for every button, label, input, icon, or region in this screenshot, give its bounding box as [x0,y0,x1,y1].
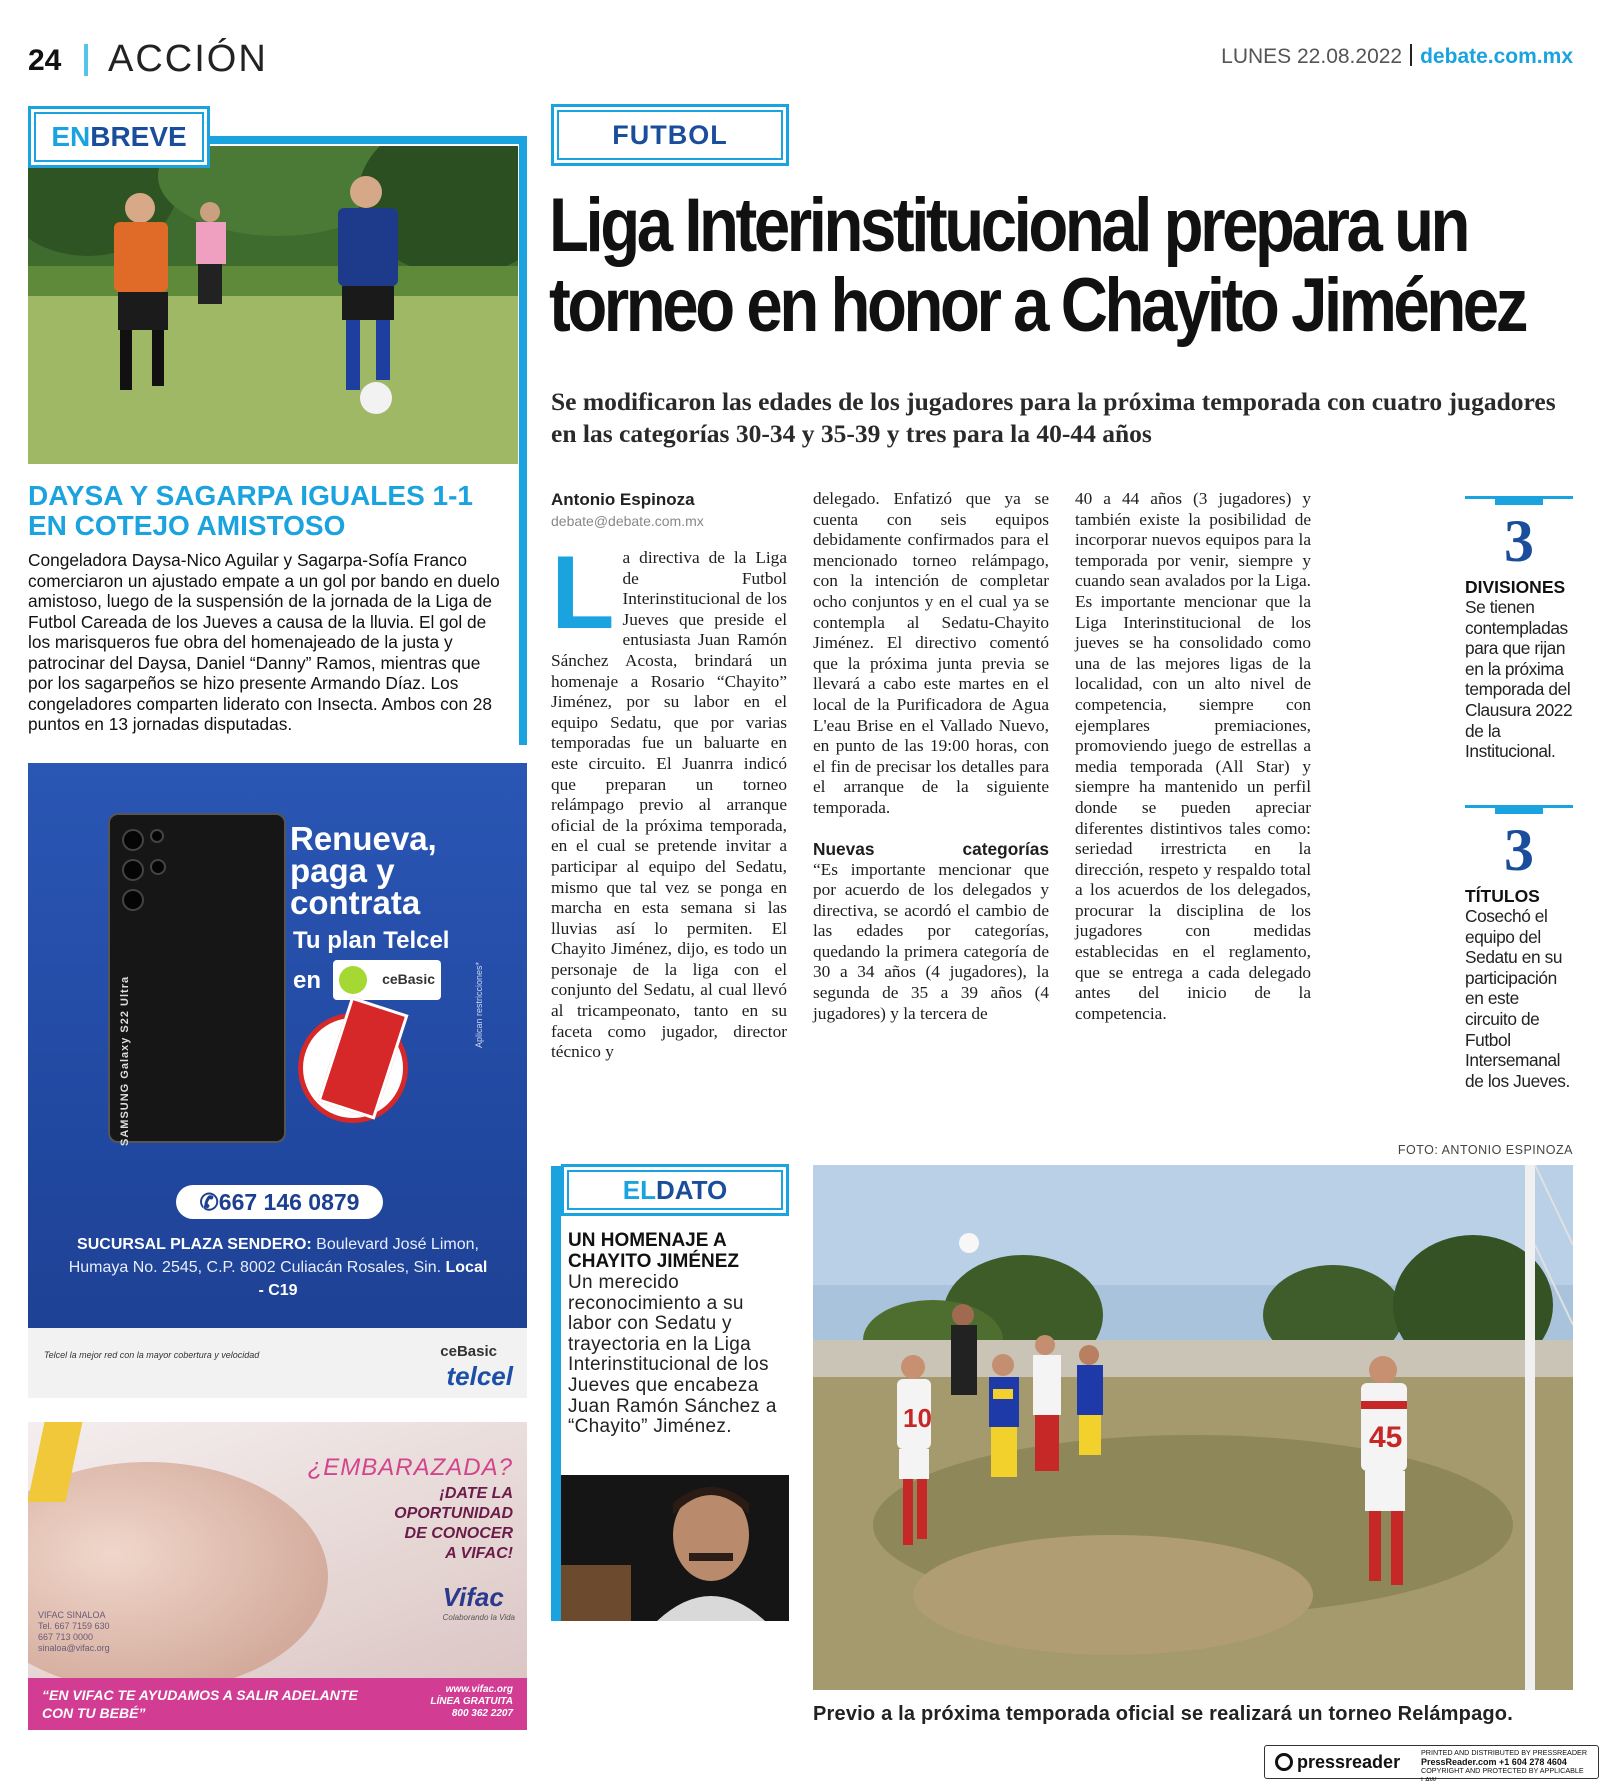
story-column-1 [551,535,787,1063]
pressreader-logo [1275,1752,1400,1773]
cebasic-small-logo: ceBasic [440,1343,497,1360]
fact-titles [1465,805,1573,1091]
fact-label: DIVISIONES [1465,577,1566,597]
headline-line: torneo en honor a Chayito Jiménez [549,263,1525,348]
enbreve-label-en: EN [51,121,91,152]
branch-label: SUCURSAL PLAZA SENDERO: [77,1236,312,1253]
headline-line: Liga Interinstitucional prepara un [549,183,1468,268]
cebasic-name: ceBasic [382,971,435,987]
vifac-question: ¿EMBARAZADA? [307,1454,513,1481]
vifac-logo [443,1582,515,1622]
match-photo [813,1165,1573,1690]
telcel-headline-line: contrata [290,884,421,921]
camera-lens-icon [122,859,144,881]
telcel-headline-line: Renueva, [290,820,437,857]
telcel-ad-footer [28,1328,527,1398]
camera-lens-icon [122,889,144,911]
author-email[interactable]: debate@debate.com.mx [551,513,704,529]
eldato-frame-bar [551,1400,561,1621]
vifac-contact-line: Tel. 667 7159 630 [38,1621,110,1631]
pressreader-icon [1275,1753,1293,1771]
eldato-label-dato: DATO [655,1175,728,1205]
eldato-title: UN HOMENAJE A CHAYITO JIMÉNEZ [568,1230,740,1272]
fact-divisions [1465,496,1573,762]
vifac-slogan: “EN VIFAC TE AYUDAMOS A SALIR ADELANTE CON TU BEBÉ” [42,1687,358,1721]
telcel-slogan: Telcel la mejor red con la mayor cobertura y velocidad [44,1350,260,1360]
vifac-web[interactable]: www.vifac.org [445,1684,513,1695]
vifac-hotline[interactable]: 800 362 2207 [451,1708,513,1719]
vifac-hotline-label: LÍNEA GRATUITA [430,1696,513,1707]
pressreader-fine-print [1421,1749,1597,1781]
telcel-phone-number[interactable]: ✆667 146 0879 [176,1185,383,1219]
camera-lens-icon [150,859,166,875]
section-title: ACCIÓN [108,38,268,80]
vifac-contact-line: VIFAC SINALOA [38,1610,106,1620]
cebasic-logo [333,960,441,1000]
telcel-headline [290,820,437,921]
fact-rule [1465,805,1573,808]
site-link[interactable]: debate.com.mx [1420,45,1573,68]
pressreader-badge[interactable] [1264,1745,1599,1779]
pressreader-line: PRINTED AND DISTRIBUTED BY PRESSREADER [1421,1748,1588,1757]
story-headline [549,183,1525,348]
eldato-label [561,1164,789,1216]
author-byline: Antonio Espinoza [551,490,695,509]
vifac-advertisement[interactable] [28,1422,527,1730]
vifac-brand: Vifac [442,1582,504,1612]
jersey-number-10: 10 [903,1403,932,1433]
vifac-message-line: DE CONOCER [404,1525,513,1542]
fact-number: 3 [1504,817,1534,883]
drop-cap: L [551,535,615,651]
eldato-label-el: EL [622,1175,656,1205]
telcel-en-text: en [293,967,322,994]
cebasic-mascot-icon [339,966,367,994]
vifac-contact-line: sinaloa@vifac.org [38,1643,110,1653]
phone-model-text: SAMSUNG Galaxy S22 Ultra [119,975,131,1146]
brief-headline: DAYSA Y SAGARPA IGUALES 1-1 EN COTEJO AMISTOSO [28,480,474,541]
story-deck: Se modificaron las edades de los jugadores para la próxima temporada con cuatro jugadores en las categorías 30-34 y 35-39 y tres para la 40-44 años [551,387,1556,448]
vifac-message-line: ¡DATE LA [439,1485,513,1502]
issue-date: LUNES 22.08.2022 [1221,45,1403,68]
vifac-contact-right [430,1684,513,1720]
photo-caption: Previo a la próxima temporada oficial se realizará un torneo Relámpago. [813,1703,1513,1725]
header-dateline [1221,44,1573,69]
enbreve-label [28,106,210,168]
header-divider [84,44,88,76]
pressreader-line: COPYRIGHT AND PROTECTED BY APPLICABLE LAW [1421,1766,1584,1781]
pressreader-contact: PressReader.com +1 604 278 4604 [1421,1756,1567,1767]
telcel-phone-digits: 667 146 0879 [218,1189,360,1215]
subhead-nuevas-categorias: Nuevas categorías [813,838,1049,859]
eldato-body: Un merecido reconocimiento a su labor con Sedatu y trayectoria en la Liga Interinstitucional de los Jueves que encabeza Juan Ramón Sánchez a “Chayito” Jiménez. [568,1272,777,1438]
column-1-text: a directiva de la Liga de Futbol Interinstitucional de los Jueves que preside el entusiasta Juan Ramón Sánchez Acosta, brindará un homenaje a Rosario “Chayito” Jiménez, por su labor en el equipo Sedatu, que por varias temporadas fue un baluarte en este circuito. El Juanrra indicó que preparan un torneo relámpago previo al arranque oficial de la próxima temporada, en el cual se pretende invitar a participar al equipo del Sedatu, mismo que tal vez se ponga en marcha en esta semana si las lluvias así lo permiten. El Chayito Jiménez, dijo, es todo un personaje de la liga con el conjunto del Sedatu, al cual llevó al tricampeonato, tanto en su faceta como jugador, director técnico y [551,548,787,1062]
branch-address: Boulevard José Limon, Humaya No. 2545, C.P. 8002 Culiacán Rosales, Sin. [68,1236,479,1276]
restrictions-note: Aplican restricciones* [474,961,484,1048]
vifac-message-line: A VIFAC! [445,1545,513,1562]
story-column-2 [813,489,1049,1024]
section-label-text: FUTBOL [557,110,783,160]
vifac-message-line: OPORTUNIDAD [394,1505,513,1522]
pressreader-name: pressreader [1297,1752,1401,1772]
telcel-subheadline: Tu plan Telcel [293,927,450,954]
vifac-footer [28,1678,527,1730]
smartphone-image [108,813,286,1146]
chayito-portrait [561,1475,789,1621]
telcel-headline-line: paga y [290,852,395,889]
fact-rule [1465,496,1573,499]
column-2b-text: “Es importante mencionar que por acuerdo de los delegados y directiva, se acordó el cambio de las edades por categorías, quedando la primera categoría de 30 a 34 años (4 jugadores), la segunda de 35 a 39 años (4 jugadores) y la tercera de [813,859,1049,1023]
telcel-logo: telcel [446,1361,513,1391]
story-column-3 [1075,489,1311,1024]
vifac-message [394,1484,513,1564]
page-number: 24 [28,44,62,77]
vifac-contact [38,1610,110,1654]
column-2a-text: delegado. Enfatizó que ya se cuenta con seis equipos debidamente confirmados para el mencionado torneo relámpago, con la intención de completar ocho conjuntos y en el cual ya se contempla al Sedatu-Chayito Jiménez. El directivo comentó que la próxima junta previa se llevará a cabo este martes en el local de la Purificadora de Agua L'eau Brise en el Vallado Nuevo, en punto de las 19:00 horas, con el fin de precisar los detalles para el arranque de la siguiente temporada. [813,489,1049,817]
brief-photo-illustration [28,146,518,464]
pregnant-belly-image [28,1462,328,1692]
amateur-soccer-photo [28,146,518,464]
section-label-futbol [551,104,789,166]
fact-text: Cosechó el equipo del Sedatu en su participación en este circuito de Futbol Intersemanal de los Jueves. [1465,906,1570,1091]
fact-label: TÍTULOS [1465,886,1540,906]
match-photo-illustration [813,1165,1573,1690]
camera-lens-icon [122,829,144,851]
brief-body: Congeladora Daysa-Nico Aguilar y Sagarpa-Sofía Franco comerciaron un ajustado empate a un gol por bando en duelo amistoso, luego de la suspensión de la jornada de la Liga de Futbol Careada de los Jueves a causa de la lluvia. El gol de los marisqueros fue obra del homenajeado de la justa y patrocinar del Daysa, Daniel “Danny” Ramos, mientras que por los sagarpeños se hizo presente Armando Díaz. Los congeladores comparten liderato con Insecta. Ambos con 28 puntos en 13 jornadas disputadas. [28,550,500,734]
branch-local: Local - C19 [258,1259,488,1299]
photo-credit: FOTO: ANTONIO ESPINOZA [1397,1143,1573,1157]
dateline-divider [1410,44,1412,66]
telcel-advertisement[interactable] [28,763,527,1398]
enbreve-label-breve: BREVE [90,121,187,152]
column-3-text: 40 a 44 años (3 jugadores) y también existe la posibilidad de incorporar nuevos equipos para la temporada por venir, siempre y cuando sean avalados por la Liga. Es importante mencionar que la Liga Interinstitucional de los jueves se ha consolidado como una de las mejores ligas de la localidad, con un alto nivel de competencia, siempre con ejemplares premiaciones, promoviendo juego de estrellas a media temporada (All Star) y siempre ha mantenido un perfil donde se pueden apreciar diferentes distintivos tales como: seriedad irrestricta en la dirección, respeto y respaldo total a los acuerdos de los delegados, procurar la disciplina de los jugadores con medidas establecidas en el reglamento, que se entrega a cada delegado antes del inicio de la competencia. [1075,489,1311,1023]
fact-text: Se tienen contempladas para que rijan en la próxima temporada del Clausura 2022 de la Institucional. [1465,597,1573,762]
vifac-contact-line: 667 713 0000 [38,1632,94,1642]
jersey-number-45: 45 [1369,1421,1403,1454]
camera-lens-icon [150,829,164,843]
portrait-illustration [561,1475,789,1621]
vifac-brand-sub: Colaborando la Vida [442,1613,515,1622]
telcel-address [68,1233,488,1302]
fact-number: 3 [1504,508,1534,574]
